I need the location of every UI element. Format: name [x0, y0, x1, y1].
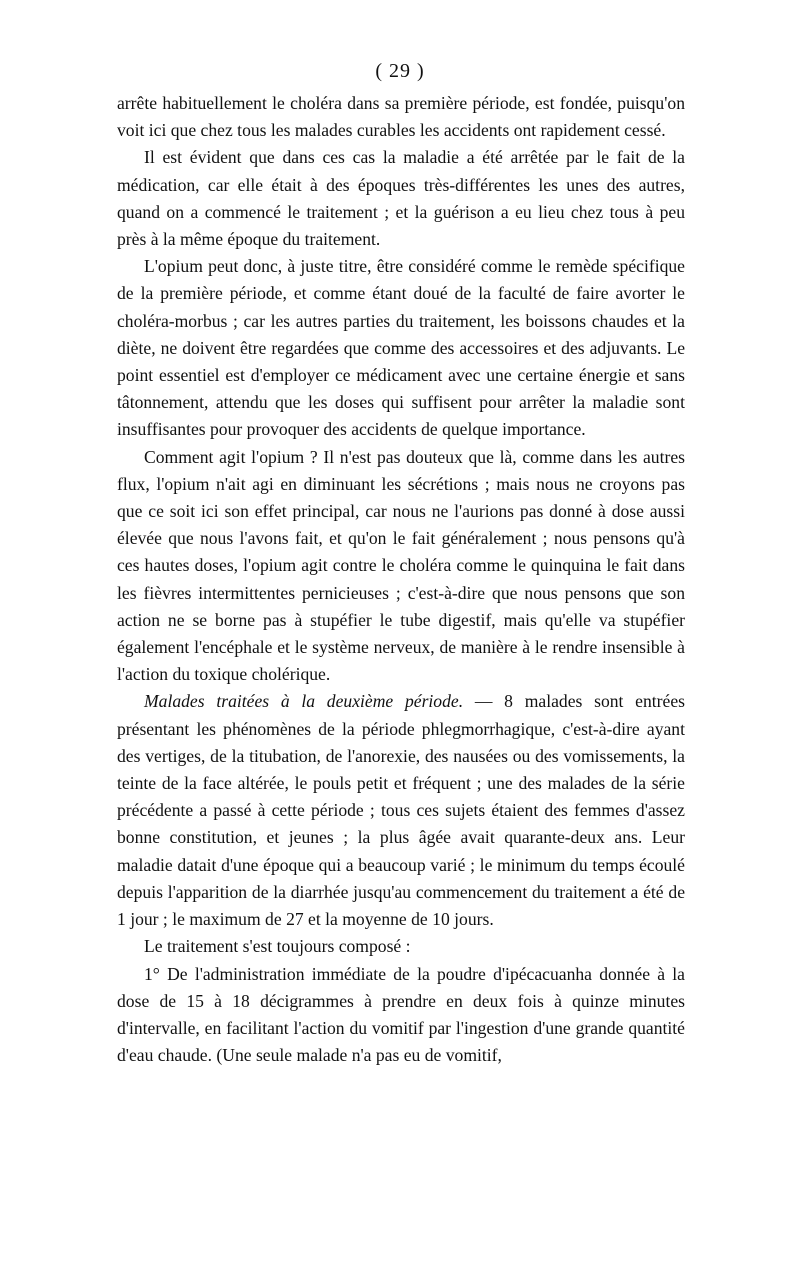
paragraph-5-text: — 8 malades sont entrées présentant les phénomènes de la période phlegmorrhagique, c'est-à-dire ayant des vertiges, de la titubation, de l'anorexie, des nausées ou des vomissements, la teinte de la face altérée, le pouls petit et fréquent ; une des malades de la série précédente a passé à cette période ; tous ces sujets étaient des femmes d'assez bonne constitution, et jeunes ; la plus âgée avait quarante-deux ans. Leur maladie datait d'une époque qui a beaucoup varié ; le minimum du temps écoulé depuis l'apparition de la diarrhée jusqu'au commencement du traitement a été de 1 jour ; le maximum de 27 et la moyenne de 10 jours.	[117, 691, 685, 930]
body-text	[117, 90, 685, 1069]
section-heading: Malades traitées à la deuxième période.	[144, 691, 464, 712]
paragraph-4: Comment agit l'opium ? Il n'est pas douteux que là, comme dans les autres flux, l'opium n'ait agi en diminuant les sécrétions ; mais nous ne croyons pas que ce soit ici son effet principal, car nous ne l'aurions pas donné à dose aussi élevée que nous l'avons fait, et qu'on le fait généralement ; nous pensons qu'à ces hautes doses, l'opium agit contre le choléra comme le quinquina le fait dans les fièvres intermittentes pernicieuses ; c'est-à-dire que nous pensons que son action ne se borne pas à stupéfier le tube digestif, mais qu'elle va stupéfier également l'encéphale et le système nerveux, de manière à le rendre insensible à l'action du toxique cholérique.	[117, 446, 685, 685]
paragraph-2: Il est évident que dans ces cas la maladie a été arrêtée par le fait de la médication, car elle était à des époques très-différentes les unes des autres, quand on a commencé le traitement ; et la guérison a eu lieu chez tous à peu près à la même époque du traitement.	[117, 147, 685, 250]
paragraph-5	[117, 688, 685, 933]
page-number: ( 29 )	[375, 60, 425, 82]
paragraph-6: Le traitement s'est toujours composé :	[144, 936, 411, 957]
paragraph-3: L'opium peut donc, à juste titre, être considéré comme le remède spécifique de la première période, et comme étant doué de la faculté de faire avorter le choléra-morbus ; car les autres parties du traitement, les boissons chaudes et la diète, ne doivent être regardées que comme des accessoires et des adjuvants. Le point essentiel est d'employer ce médicament avec une certaine énergie et sans tâtonnement, attendu que les doses qui suffisent pour arrêter la maladie sont insuffisantes pour provoquer des accidents de quelque importance.	[117, 256, 685, 440]
paragraph-1: arrête habituellement le choléra dans sa première période, est fondée, puisqu'on voit ici que chez tous les malades curables les accidents ont rapidement cessé.	[117, 93, 685, 141]
paragraph-7: 1° De l'administration immédiate de la poudre d'ipécacuanha donnée à la dose de 15 à 18 décigrammes à prendre en deux fois à quinze minutes d'intervalle, en facilitant l'action du vomitif par l'ingestion d'une grande quantité d'eau chaude. (Une seule malade n'a pas eu de vomitif,	[117, 963, 685, 1066]
